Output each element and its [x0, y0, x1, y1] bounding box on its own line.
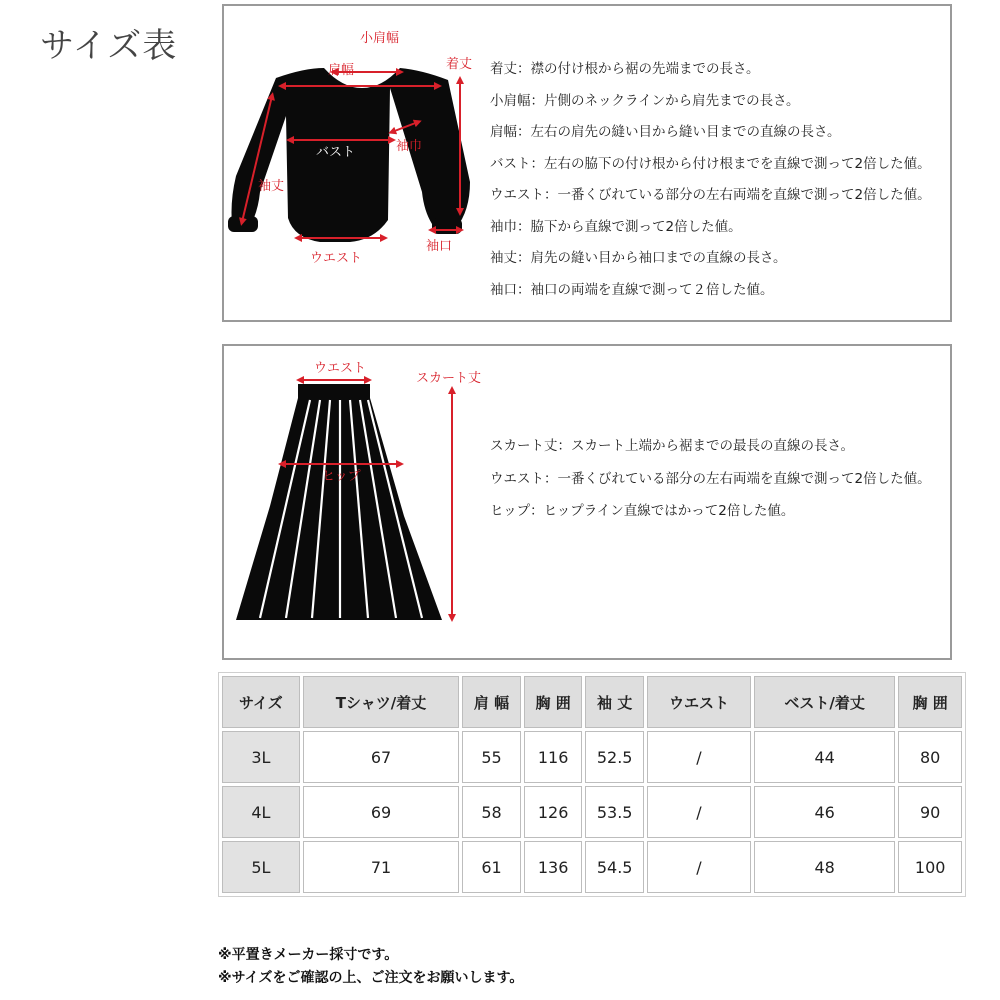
label-length: 着丈	[446, 57, 473, 72]
cell-chest: 126	[524, 786, 583, 838]
cell-size: 4L	[222, 786, 300, 838]
table-header-row	[222, 676, 962, 728]
desc-length: 着丈：襟の付け根から裾の先端までの長さ。	[490, 61, 760, 77]
cell-shoulder: 58	[462, 786, 521, 838]
desc-cuff: 袖口：袖口の両端を直線で測って２倍した値。	[490, 281, 774, 298]
desc-waist: ウエスト：一番くびれている部分の左右両端を直線で測って2倍した値。	[490, 187, 931, 203]
desc-skirt-length: スカート丈：スカート上端から裾までの最長の直線の長さ。	[490, 438, 854, 454]
cell-waist: /	[647, 841, 751, 893]
header-sleeve: 袖 丈	[585, 676, 644, 728]
cell-tshirt-length: 69	[303, 786, 460, 838]
desc-bust: バスト：左右の脇下の付け根から付け根までを直線で測って2倍した値。	[490, 155, 931, 172]
desc-sleeve-length: 袖丈：肩先の縫い目から袖口までの直線の長さ。	[490, 250, 787, 266]
cell-tshirt-length: 71	[303, 841, 460, 893]
table-row	[222, 731, 962, 783]
cell-size: 5L	[222, 841, 300, 893]
cell-size: 3L	[222, 731, 300, 783]
label-bust: バスト	[316, 145, 356, 160]
desc-shoulder-small: 小肩幅：片側のネックラインから肩先までの長さ。	[490, 92, 800, 109]
header-size: サイズ	[222, 676, 300, 728]
skirt-silhouette-icon	[236, 384, 442, 620]
header-vest-chest: 胸 囲	[898, 676, 962, 728]
table-row	[222, 786, 962, 838]
cell-sleeve: 53.5	[585, 786, 644, 838]
cell-waist: /	[647, 786, 751, 838]
cell-sleeve: 52.5	[585, 731, 644, 783]
cell-sleeve: 54.5	[585, 841, 644, 893]
label-waist: ウエスト	[310, 251, 363, 266]
top-measurement-panel	[222, 4, 952, 322]
note-measurement: ※平置きメーカー採寸です。	[218, 947, 399, 963]
header-vest-length: ベスト/着丈	[754, 676, 895, 728]
label-skirt-length: スカート丈	[416, 371, 482, 386]
header-chest: 胸 囲	[524, 676, 583, 728]
label-sleeve-length: 袖丈	[258, 179, 285, 194]
label-skirt-waist: ウエスト	[314, 361, 367, 376]
label-sleeve-width: 袖巾	[396, 139, 423, 154]
cell-waist: /	[647, 731, 751, 783]
note-confirm-size: ※サイズをご確認の上、ご注文をお願いします。	[218, 970, 524, 986]
cell-tshirt-length: 67	[303, 731, 460, 783]
header-tshirt-length: Tシャツ/着丈	[303, 676, 460, 728]
cell-chest: 116	[524, 731, 583, 783]
cell-shoulder: 55	[462, 731, 521, 783]
cell-vest-length: 46	[754, 786, 895, 838]
page-title: サイズ表	[40, 26, 178, 66]
desc-skirt-waist: ウエスト：一番くびれている部分の左右両端を直線で測って2倍した値。	[490, 470, 931, 487]
label-cuff: 袖口	[426, 239, 453, 254]
cell-vest-length: 48	[754, 841, 895, 893]
notes	[218, 944, 523, 990]
cell-shoulder: 61	[462, 841, 521, 893]
cell-chest: 136	[524, 841, 583, 893]
cell-vest-chest: 100	[898, 841, 962, 893]
bottom-description-list	[490, 430, 931, 528]
cell-vest-length: 44	[754, 731, 895, 783]
table-row	[222, 841, 962, 893]
bottom-measurement-panel	[222, 344, 952, 660]
header-shoulder: 肩 幅	[462, 676, 521, 728]
desc-sleeve-width: 袖巾：脇下から直線で測って2倍した値。	[490, 218, 742, 235]
label-shoulder-small: 小肩幅	[360, 31, 400, 46]
desc-hip: ヒップ：ヒップライン直線ではかって2倍した値。	[490, 503, 795, 519]
cell-vest-chest: 80	[898, 731, 962, 783]
header-waist: ウエスト	[647, 676, 751, 728]
cell-vest-chest: 90	[898, 786, 962, 838]
size-table	[218, 672, 966, 897]
label-shoulder: 肩幅	[328, 63, 355, 78]
top-description-list	[490, 54, 931, 306]
label-hip: ヒップ	[322, 469, 361, 484]
desc-shoulder: 肩幅：左右の肩先の縫い目から縫い目までの直線の長さ。	[490, 124, 841, 140]
